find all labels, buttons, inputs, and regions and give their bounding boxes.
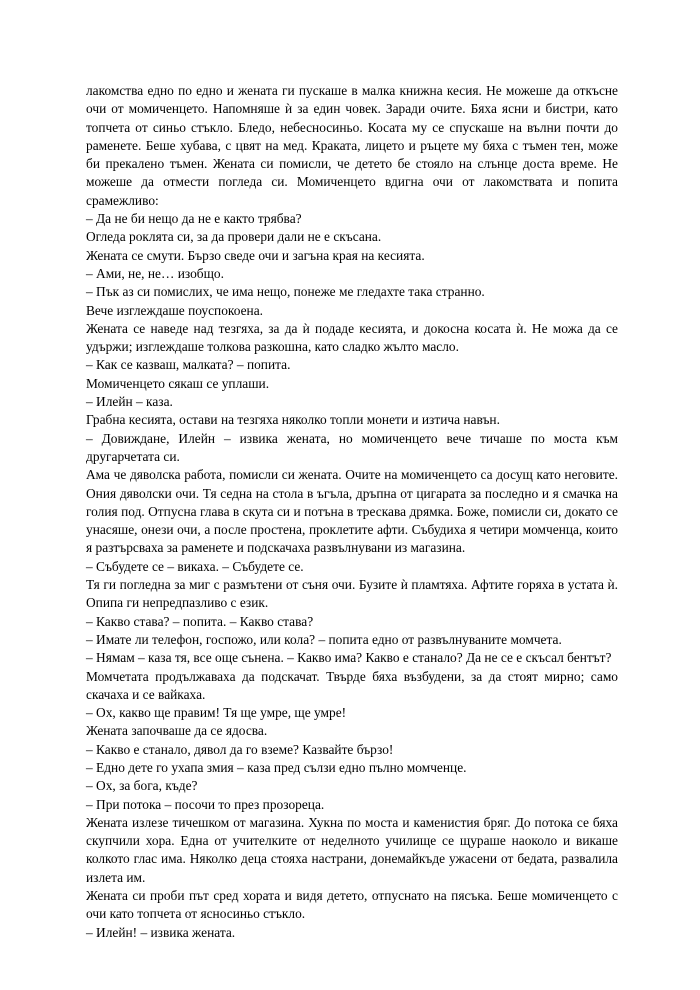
paragraph-15: – Събудете се – викаха. – Събудете се. — [86, 558, 304, 574]
paragraph-16: Тя ги погледна за миг с размътени от съня очи. Бузите ѝ пламтяха. Афтите горяха в устата ѝ. Опипа ги непредпазливо с език. — [86, 577, 618, 611]
paragraph-25: – Ох, за бога, къде? — [86, 778, 198, 794]
paragraph-19: – Нямам – каза тя, все още сънена. – Какво има? Какво е станало? Да не се е скъсал бентът? — [86, 650, 612, 666]
paragraph-17: – Какво става? – попита. – Какво става? — [86, 613, 314, 629]
paragraph-22: Жената започваше да се ядосва. — [86, 723, 268, 739]
paragraph-11: – Илейн – каза. — [86, 394, 173, 410]
paragraph-23: – Какво е станало, дявол да го вземе? Казвайте бързо! — [86, 741, 394, 757]
paragraph-21: – Ох, какво ще правим! Тя ще умре, ще умре! — [86, 705, 347, 721]
paragraph-13: – Довиждане, Илейн – извика жената, но момиченцето вече тичаше по моста към другарчетата си. — [86, 430, 618, 464]
document-page — [86, 82, 618, 942]
paragraph-18: – Имате ли телефон, госпожо, или кола? – попита едно от развълнуваните момчета. — [86, 631, 562, 647]
paragraph-28: Жената си проби път сред хората и видя детето, отпуснато на пясъка. Беше момиченцето с очи като топчета от ясносиньо стъкло. — [86, 888, 618, 922]
paragraph-1: лакомства едно по едно и жената ги пускаше в малка книжна кесия. Не можеше да откъсне очи от момиченцето. Напомняше ѝ за един човек. Заради очите. Бяха ясни и бистри, като топчета от синьо стъкло. Бледо, небесносиньо. Косата му се спускаше на вълни почти до раменете. Беше хубава, с цвят на мед. Краката, лицето и ръцете му бяха с тъмен тен, може би прекалено тъмен. Жената си помисли, че детето бе стояло на слънце доста време. Не можеше да отмести погледа си. Момиченцето вдигна очи от лакомствата и попита срамежливо: — [86, 83, 618, 208]
paragraph-24: – Едно дете го ухапа змия – каза пред сълзи едно пълно момченце. — [86, 759, 467, 775]
paragraph-27: Жената излезе тичешком от магазина. Хукна по моста и каменистия бряг. До потока се бяха скупчили хора. Една от учителките от неделното училище се щураше наоколо и викаше колкото глас има. Няколко деца стояха настрани, донемайкъде ужасени от бедата, развалила излета им. — [86, 814, 618, 885]
paragraph-5: – Ами, не, не… изобщо. — [86, 265, 224, 281]
paragraph-8: Жената се наведе над тезгяха, за да ѝ подаде кесията, и докосна косата ѝ. Не можа да се удържи; изглеждаше толкова разкошна, като сладко жълто масло. — [86, 320, 618, 355]
paragraph-6: – Пък аз си помислих, че има нещо, понеже ме гледахте така странно. — [86, 284, 485, 300]
paragraph-10: Момиченцето сякаш се уплаши. — [86, 375, 270, 391]
paragraph-4: Жената се смути. Бързо сведе очи и загъна края на кесията. — [86, 247, 425, 263]
paragraph-20: Момчетата продължаваха да подскачат. Твърде бяха възбудени, за да стоят мирно; само скачаха и се вайкаха. — [86, 668, 618, 702]
paragraph-12: Грабна кесията, остави на тезгяха няколко топли монети и изтича навън. — [86, 412, 500, 428]
paragraph-3: Огледа роклята си, за да провери дали не е скъсана. — [86, 229, 382, 245]
paragraph-14: Ама че дяволска работа, помисли си жената. Очите на момиченцето са досущ като неговите. Ония дяволски очи. Тя седна на стола в ъгъла, дръпна от цигарата за последно и я смачка на голия под. Отпусна глава в скута си и потъна в трескава дрямка. Боже, помисли си, докато се унасяше, онези очи, а после простена, проклетите афти. Събудиха я четири момченца, които я разтърсваха за раменете и подскачаха развълнувани из магазина. — [86, 467, 618, 556]
paragraph-2: – Да не би нещо да не е както трябва? — [86, 211, 302, 227]
paragraph-29: – Илейн! – извика жената. — [86, 924, 236, 940]
paragraph-9: – Как се казваш, малката? – попита. — [86, 357, 291, 373]
paragraph-26: – При потока – посочи то през прозореца. — [86, 796, 325, 812]
paragraph-7: Вече изглеждаше поуспокоена. — [86, 302, 264, 318]
